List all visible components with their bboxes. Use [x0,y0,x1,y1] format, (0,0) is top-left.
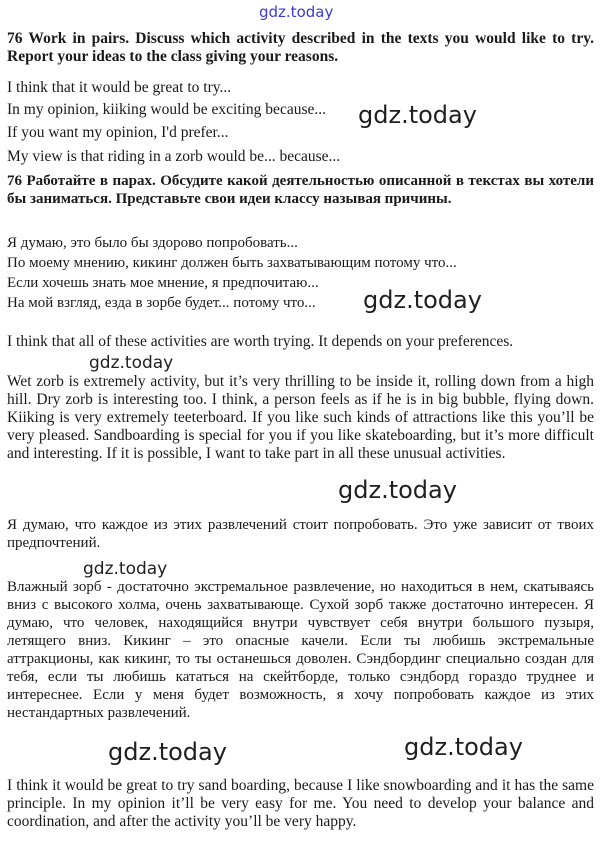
answer-paragraph-4: Влажный зорб - достаточно экстремальное развлечение, но находиться в нем, скатываясь вниз с высокого холма, очень захватывающе. Сухой зорб также достаточно интересен. Я думаю, что человек, находящийся внутри чувствует себя внутри большого пузыря, летящего вниз. Кикинг – это опасные качели. Если ты любишь экстремальные аттракционы, как кикинг, то ты останешься доволен. Сэндбординг специально создан для тебя, если ты любишь кататься на скейтборде, только сэндборд гораздо труднее и интереснее. Если у меня будет возможность, я хочу попробовать каждое из этих нестандартных развлечений. [7,579,594,721]
watermark: gdz.today [363,286,482,314]
watermark-top: gdz.today [259,3,334,21]
answer-paragraph-1: I think that all of these activities are worth trying. It depends on your preferences. [7,333,514,350]
task-heading-en: 76 Work in pairs. Discuss which activity described in the texts you would like to try. Report your ideas to the class giving your reasons. [7,30,594,65]
watermark: gdz.today [358,101,477,129]
answer-paragraph-5: I think it would be great to try sand boarding, because I like snowboarding and it has the same principle. In my opinion it’ll be very easy for me. You need to develop your balance and coordination, and after the activity you’ll be very happy. [7,777,594,830]
phrase-ru-4: На мой взгляд, езда в зорбе будет... потому что... [7,295,316,311]
answer-paragraph-3: Я думаю, что каждое из этих развлечений стоит попробовать. Это уже зависит от твоих предпочтений. [7,517,594,551]
watermark: gdz.today [83,559,168,579]
watermark: gdz.today [108,738,227,766]
phrase-ru-3: Если хочешь знать мое мнение, я предпочитаю... [7,275,319,291]
watermark: gdz.today [338,476,457,504]
phrase-en-3: If you want my opinion, I'd prefer... [7,124,229,141]
answer-paragraph-2: Wet zorb is extremely activity, but it’s very thrilling to be inside it, rolling down from a high hill. Dry zorb is interesting too. I think, a person feels as if he is in big bubble, flying down. Kiiking is very extremely teeterboard. If you like such kinds of attractions like this you’ll be very pleased. Sandboarding is special for you if you like skateboarding, but it’s more difficult and interesting. If it is possible, I want to take part in all these unusual activities. [7,373,594,462]
phrase-ru-1: Я думаю, это было бы здорово попробовать... [7,235,298,251]
watermark: gdz.today [89,353,174,373]
phrase-en-1: I think that it would be great to try... [7,79,232,96]
task-heading-ru: 76 Работайте в парах. Обсудите какой деятельностью описанной в текстах вы хотели бы заниматься. Представьте свои идеи классу называя причины. [7,173,594,207]
phrase-en-4: My view is that riding in a zorb would be... because... [7,148,341,165]
watermark: gdz.today [404,733,523,761]
phrase-en-2: In my opinion, kiiking would be exciting because... [7,101,326,118]
phrase-ru-2: По моему мнению, кикинг должен быть захватывающим потому что... [7,255,457,271]
